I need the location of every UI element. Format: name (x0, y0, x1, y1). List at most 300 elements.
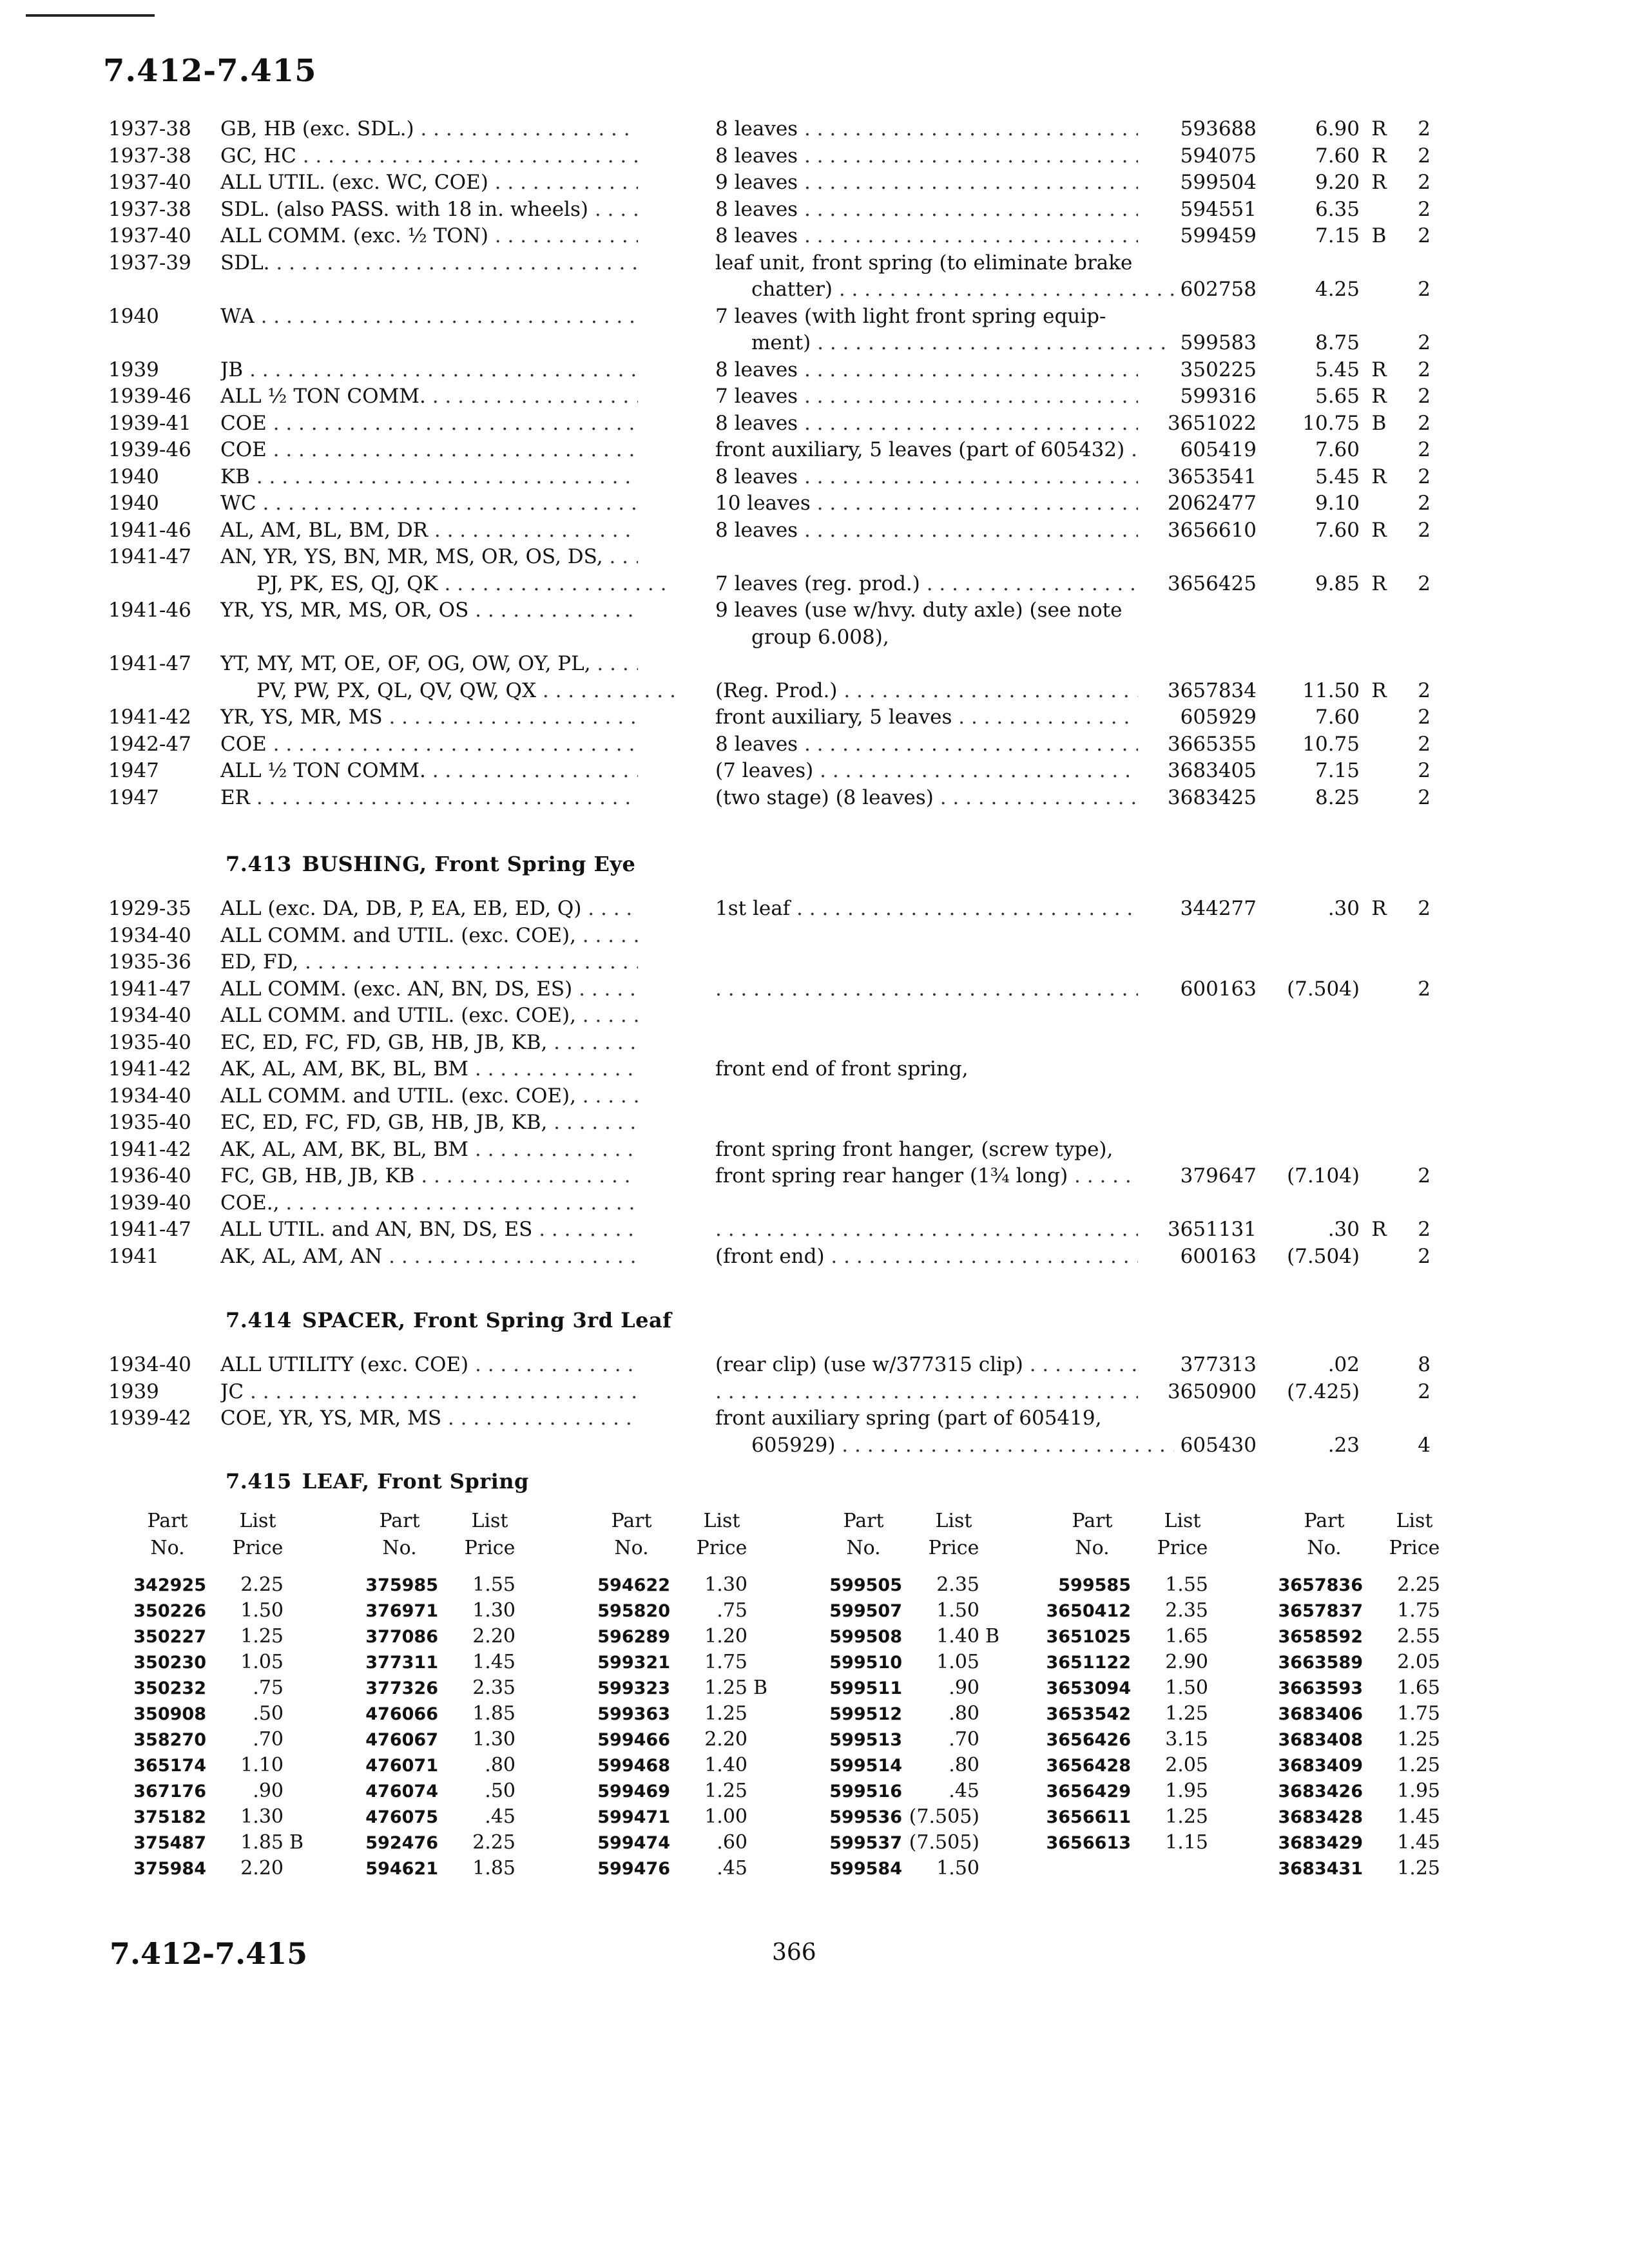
part-number: 375985 (365, 1575, 438, 1595)
year-cell: 1942-47 (108, 732, 191, 756)
quantity: 2 (1418, 385, 1431, 408)
list-price: 1.85 (240, 1831, 284, 1854)
part-number: 599536 (829, 1807, 902, 1827)
section-number: 7.414 (226, 1308, 292, 1332)
list-price: 1.25 (704, 1702, 747, 1725)
model-text: PV, PW, PX, QL, QV, QW, QX . . . (256, 678, 674, 705)
part-number: 377311 (365, 1653, 438, 1673)
list-price: .50 (253, 1702, 284, 1725)
section-7-414-heading (226, 1308, 671, 1332)
part-number: 358270 (133, 1730, 206, 1750)
list-price: 2.90 (1165, 1651, 1208, 1673)
price-flag: B (753, 1677, 768, 1699)
table-row (0, 896, 1629, 923)
part-number: 3683425 (1167, 785, 1257, 809)
year-cell: 1941-47 (108, 977, 191, 1001)
price-flag: R (1371, 117, 1387, 140)
leaf-price-row (805, 1856, 1005, 1881)
description-text: front auxiliary, 5 leaves . . . (715, 704, 1138, 731)
list-price: 1.95 (1397, 1780, 1440, 1802)
quantity: 2 (1418, 897, 1431, 920)
part-number: 3653542 (1046, 1704, 1131, 1724)
column-header-price (915, 1508, 992, 1562)
model-text: YT, MY, MT, OE, OF, OG, OW, OY, PL, . . . (220, 651, 638, 678)
description-text: 605929) . . . (751, 1432, 1174, 1459)
quantity: 2 (1418, 278, 1431, 301)
part-number: 599585 (1058, 1575, 1131, 1595)
part-number: 599476 (597, 1859, 670, 1879)
model-text: WA . . . (220, 303, 638, 331)
table-row (0, 678, 1629, 705)
leaf-price-row (110, 1675, 309, 1701)
header-line: List (703, 1510, 740, 1532)
part-number: 3683405 (1167, 759, 1257, 782)
list-price: 2.05 (1165, 1754, 1208, 1776)
part-number: 379647 (1180, 1164, 1257, 1187)
model-text: ER . . . (220, 785, 638, 812)
list-price: 5.65 (1315, 385, 1360, 408)
header-line: Part (1072, 1510, 1113, 1532)
leaf-price-row (574, 1675, 773, 1701)
leaf-price-row (1034, 1624, 1234, 1649)
header-line: No. (1307, 1537, 1342, 1559)
part-number: 600163 (1180, 977, 1257, 1001)
model-text: ALL UTIL. (exc. WC, COE) . . . (220, 169, 638, 197)
model-text: PJ, PK, ES, QJ, QK . . . (256, 571, 674, 598)
list-price: .70 (253, 1728, 284, 1751)
leaf-price-row (805, 1830, 1005, 1856)
year-cell: 1935-40 (108, 1111, 191, 1134)
leaf-price-row (1266, 1701, 1466, 1727)
leaf-price-row (342, 1701, 541, 1727)
leaf-price-row (110, 1778, 309, 1804)
table-row (0, 276, 1629, 303)
list-price: 1.25 (1397, 1728, 1440, 1751)
header-line: No. (846, 1537, 881, 1559)
leaf-price-row (805, 1804, 1005, 1830)
description-text: (two stage) (8 leaves) . . . (715, 785, 1138, 812)
list-price: (7.425) (1287, 1379, 1360, 1403)
list-price: .50 (485, 1780, 516, 1802)
leaf-price-row (110, 1753, 309, 1778)
leaf-price-row (1034, 1778, 1234, 1804)
list-price: 1.25 (1397, 1857, 1440, 1879)
model-text: GB, HB (exc. SDL.) . . . (220, 116, 638, 143)
section-7-415-heading (226, 1469, 529, 1494)
list-price: 1.40 (704, 1754, 747, 1776)
table-row (0, 1083, 1629, 1110)
model-text: YR, YS, MR, MS . . . (220, 704, 638, 731)
part-number: 599516 (829, 1782, 902, 1802)
table-row (0, 1110, 1629, 1137)
leaf-price-row (1034, 1753, 1234, 1778)
price-flag: R (1371, 678, 1387, 702)
table-row (0, 410, 1629, 437)
header-line: Price (232, 1537, 284, 1559)
description-text (715, 1216, 1138, 1244)
list-price: 2.25 (472, 1831, 516, 1854)
model-text: KB . . . (220, 464, 638, 491)
part-number: 377086 (365, 1627, 438, 1647)
leaf-price-row (1034, 1727, 1234, 1753)
model-text: AK, AL, AM, BK, BL, BM . . . (220, 1056, 638, 1083)
list-price: .90 (949, 1677, 979, 1699)
table-row (0, 169, 1629, 197)
list-price: .60 (717, 1831, 747, 1854)
year-cell: 1934-40 (108, 1353, 191, 1376)
leaf-price-row (1034, 1804, 1234, 1830)
header-line: Part (379, 1510, 420, 1532)
leaf-price-row (1034, 1598, 1234, 1624)
model-text: ALL UTILITY (exc. COE) . . . (220, 1352, 638, 1379)
description-text: 8 leaves . . . (715, 357, 1138, 384)
list-price: 1.55 (1165, 1573, 1208, 1596)
header-line: No. (1075, 1537, 1110, 1559)
description-text: 8 leaves . . . (715, 116, 1138, 143)
quantity: 2 (1418, 785, 1431, 809)
table-row (0, 758, 1629, 785)
list-price: .70 (949, 1728, 979, 1751)
column-header-price (683, 1508, 760, 1562)
leaf-price-row (574, 1856, 773, 1881)
column-header-part (354, 1508, 445, 1562)
list-price: 1.85 (472, 1702, 516, 1725)
table-row (0, 651, 1629, 678)
model-text: COE., . . . (220, 1190, 638, 1217)
list-price: 1.55 (472, 1573, 516, 1596)
quantity: 2 (1418, 1164, 1431, 1187)
price-flag: B (1371, 411, 1387, 435)
list-price: 1.50 (936, 1599, 979, 1622)
list-price: 2.20 (704, 1728, 747, 1751)
leaf-price-row (1034, 1701, 1234, 1727)
list-price: 1.25 (704, 1780, 747, 1802)
part-number: 375487 (133, 1833, 206, 1853)
part-number: 595820 (597, 1601, 670, 1621)
list-price: .45 (949, 1780, 979, 1802)
table-row (0, 731, 1629, 758)
leaf-price-row (805, 1778, 1005, 1804)
part-number: 365174 (133, 1756, 206, 1776)
model-cell (220, 785, 638, 819)
model-text: SDL. (also PASS. with 18 in. wheels) . . . (220, 197, 638, 224)
quantity: 2 (1418, 977, 1431, 1001)
list-price: 9.85 (1315, 572, 1360, 595)
part-number: 350232 (133, 1678, 206, 1698)
part-number: 599323 (597, 1678, 670, 1698)
part-number: 3656425 (1167, 572, 1257, 595)
part-number: 3657837 (1278, 1601, 1363, 1621)
header-line: Price (1389, 1537, 1440, 1559)
part-number: 602758 (1180, 278, 1257, 301)
leaf-price-row (1034, 1649, 1234, 1675)
table-row (0, 143, 1629, 170)
leaf-price-row (342, 1830, 541, 1856)
part-number: 376971 (365, 1601, 438, 1621)
list-price: 1.05 (936, 1651, 979, 1673)
leaf-price-row (110, 1598, 309, 1624)
list-price: 1.25 (704, 1677, 747, 1699)
part-number: 599508 (829, 1627, 902, 1647)
list-price: 1.00 (704, 1805, 747, 1828)
list-price: 1.15 (1165, 1831, 1208, 1854)
year-cell: 1929-35 (108, 897, 191, 920)
description-text (715, 976, 1138, 1003)
part-number: 605430 (1180, 1433, 1257, 1457)
leaf-price-row (342, 1727, 541, 1753)
year-cell: 1939-46 (108, 438, 191, 461)
model-text: ALL ½ TON COMM. . . . (220, 758, 638, 785)
column-header-part (122, 1508, 213, 1562)
description-text: front auxiliary spring (part of 605419, (715, 1407, 1102, 1430)
description-cell (715, 624, 1174, 651)
list-price: .80 (485, 1754, 516, 1776)
description-text: 8 leaves . . . (715, 464, 1138, 491)
year-cell: 1934-40 (108, 1004, 191, 1027)
table-row (0, 976, 1629, 1003)
description-text: front spring front hanger, (screw type), (715, 1137, 1113, 1161)
part-number: 367176 (133, 1782, 206, 1802)
section-7-413-table (0, 896, 1629, 1270)
part-number: 476071 (365, 1756, 438, 1776)
leaf-price-row (574, 1649, 773, 1675)
quantity: 2 (1418, 411, 1431, 435)
price-flag: R (1371, 385, 1387, 408)
column-header-part (1279, 1508, 1369, 1562)
list-price: 2.35 (1165, 1599, 1208, 1622)
list-price: 10.75 (1302, 732, 1360, 756)
price-flag: B (289, 1831, 304, 1854)
list-price: 2.25 (1397, 1573, 1440, 1596)
table-row (0, 116, 1629, 143)
description-text: 8 leaves . . . (715, 410, 1138, 437)
description-cell (715, 303, 1138, 331)
year-cell: 1939-42 (108, 1407, 191, 1430)
leaf-price-row (342, 1675, 541, 1701)
part-number: 3663589 (1278, 1653, 1363, 1673)
list-price: 10.75 (1302, 411, 1360, 435)
year-cell: 1937-38 (108, 197, 191, 221)
part-number: 344277 (1180, 897, 1257, 920)
quantity: 2 (1418, 706, 1431, 729)
description-text: leaf unit, front spring (to eliminate brake (715, 251, 1133, 274)
part-number: 605419 (1180, 438, 1257, 461)
table-row (0, 517, 1629, 544)
quantity: 4 (1418, 1433, 1431, 1457)
section-number: 7.415 (226, 1469, 292, 1494)
table-row (0, 785, 1629, 812)
part-number: 3683408 (1278, 1730, 1363, 1750)
quantity: 2 (1418, 678, 1431, 702)
model-text: JC . . . (220, 1379, 638, 1406)
leaf-price-row (110, 1856, 309, 1881)
leaf-price-row (805, 1701, 1005, 1727)
description-text: 10 leaves . . . (715, 490, 1138, 517)
list-price: 6.90 (1315, 117, 1360, 140)
price-flag: R (1371, 572, 1387, 595)
description-text: (rear clip) (use w/377315 clip) . . . (715, 1352, 1138, 1379)
part-number: 3665355 (1167, 732, 1257, 756)
model-text: COE . . . (220, 410, 638, 437)
part-number: 599471 (597, 1807, 670, 1827)
list-price: 1.75 (1397, 1599, 1440, 1622)
model-text: WC . . . (220, 490, 638, 517)
year-cell: 1936-40 (108, 1164, 191, 1187)
quantity: 2 (1418, 518, 1431, 542)
part-number: 3656610 (1167, 518, 1257, 542)
list-price: 3.15 (1165, 1728, 1208, 1751)
table-row (0, 303, 1629, 331)
part-number: 3683406 (1278, 1704, 1363, 1724)
quantity: 2 (1418, 358, 1431, 381)
year-cell: 1939-46 (108, 385, 191, 408)
part-number: 375984 (133, 1859, 206, 1879)
table-row (0, 1244, 1629, 1271)
year-cell: 1940 (108, 492, 159, 515)
description-text: front auxiliary, 5 leaves (part of 605432) . . . (715, 437, 1138, 464)
part-number: 3683431 (1278, 1859, 1363, 1879)
year-cell: 1937-40 (108, 171, 191, 194)
header-line: No. (382, 1537, 417, 1559)
table-row (0, 1432, 1629, 1459)
header-line: No. (150, 1537, 185, 1559)
leaf-price-row (342, 1598, 541, 1624)
part-number: 599316 (1180, 385, 1257, 408)
list-price: 1.65 (1165, 1625, 1208, 1648)
leaf-price-row (574, 1778, 773, 1804)
description-cell (715, 597, 1138, 624)
part-number: 596289 (597, 1627, 670, 1647)
table-row (0, 464, 1629, 491)
part-number: 599583 (1180, 331, 1257, 354)
list-price: 1.75 (704, 1651, 747, 1673)
quantity: 2 (1418, 1244, 1431, 1268)
year-cell: 1939 (108, 1379, 159, 1403)
quantity: 2 (1418, 144, 1431, 168)
list-price: 1.65 (1397, 1677, 1440, 1699)
part-number: 605929 (1180, 706, 1257, 729)
leaf-price-row (1266, 1675, 1466, 1701)
list-price: 5.45 (1315, 358, 1360, 381)
leaf-price-row (110, 1701, 309, 1727)
section-7-413-heading (226, 852, 635, 876)
header-line: Part (611, 1510, 652, 1532)
year-cell: 1940 (108, 465, 159, 488)
table-row (0, 197, 1629, 224)
part-number: 599511 (829, 1678, 902, 1698)
part-number: 599504 (1180, 171, 1257, 194)
table-row (0, 704, 1629, 731)
table-row (0, 250, 1629, 277)
part-number: 599507 (829, 1601, 902, 1621)
part-number: 599513 (829, 1730, 902, 1750)
list-price: .90 (253, 1780, 284, 1802)
part-number: 599321 (597, 1653, 670, 1673)
year-cell: 1934-40 (108, 1084, 191, 1108)
model-text: ED, FD, . . . (220, 949, 638, 976)
model-text: ALL UTIL. and AN, BN, DS, ES . . . (220, 1216, 638, 1244)
part-number: 3657834 (1167, 678, 1257, 702)
leaf-price-row (1266, 1624, 1466, 1649)
part-number: 3653541 (1167, 465, 1257, 488)
list-price: 1.30 (240, 1805, 284, 1828)
quantity: 2 (1418, 331, 1431, 354)
leaf-price-row (110, 1649, 309, 1675)
year-cell: 1939-41 (108, 411, 191, 435)
table-row (0, 490, 1629, 517)
description-text: 7 leaves . . . (715, 383, 1138, 410)
description-cell (715, 1137, 1138, 1164)
description-text: 1st leaf . . . (715, 896, 1138, 923)
list-price: 7.60 (1315, 706, 1360, 729)
part-number: 3683428 (1278, 1807, 1363, 1827)
part-number: 3651022 (1167, 411, 1257, 435)
description-text: front end of front spring, (715, 1057, 969, 1081)
list-price: .23 (1327, 1433, 1360, 1457)
year-cell: 1937-40 (108, 224, 191, 247)
list-price: (7.505) (909, 1805, 979, 1828)
list-price: 1.95 (1165, 1780, 1208, 1802)
model-text: ALL COMM. and UTIL. (exc. COE), . . . (220, 1003, 638, 1030)
quantity: 2 (1418, 572, 1431, 595)
model-text: AL, AM, BL, BM, DR . . . (220, 517, 638, 544)
page-number: 366 (772, 1939, 816, 1966)
part-number: 350226 (133, 1601, 206, 1621)
leaf-price-row (574, 1830, 773, 1856)
header-line: Part (147, 1510, 188, 1532)
quantity: 2 (1418, 732, 1431, 756)
part-number: 599468 (597, 1756, 670, 1776)
top-rule (26, 14, 155, 17)
quantity: 2 (1418, 171, 1431, 194)
table-row (0, 923, 1629, 950)
leaf-price-row (110, 1804, 309, 1830)
list-price: 7.60 (1315, 518, 1360, 542)
table-row (0, 624, 1629, 651)
price-flag: R (1371, 897, 1387, 920)
part-number: 476067 (365, 1730, 438, 1750)
year-cell: 1935-40 (108, 1030, 191, 1054)
table-row (0, 223, 1629, 250)
table-row (0, 1379, 1629, 1406)
description-cell (715, 1405, 1138, 1432)
list-price: (7.504) (1287, 1244, 1360, 1268)
section-title: SPACER, Front Spring 3rd Leaf (302, 1308, 672, 1332)
part-number: 3663593 (1278, 1678, 1363, 1698)
header-line: List (1396, 1510, 1433, 1532)
quantity: 2 (1418, 197, 1431, 221)
leaf-price-row (110, 1727, 309, 1753)
column-header-price (219, 1508, 296, 1562)
leaf-price-row (574, 1624, 773, 1649)
leaf-price-row (110, 1572, 309, 1598)
leaf-price-row (342, 1804, 541, 1830)
part-number: 3651122 (1046, 1653, 1131, 1673)
leaf-price-row (574, 1572, 773, 1598)
quantity: 2 (1418, 492, 1431, 515)
year-cell: 1937-39 (108, 251, 191, 274)
list-price: 1.50 (936, 1857, 979, 1879)
page-header-title: 7.412-7.415 (103, 53, 317, 89)
list-price: 8.25 (1315, 785, 1360, 809)
leaf-price-row (1034, 1572, 1234, 1598)
header-line: Part (843, 1510, 884, 1532)
model-text: YR, YS, MR, MS, OR, OS . . . (220, 597, 638, 624)
description-text: ment) . . . (751, 330, 1174, 357)
header-line: List (1164, 1510, 1201, 1532)
part-number: 375182 (133, 1807, 206, 1827)
year-cell: 1941-47 (108, 545, 191, 568)
